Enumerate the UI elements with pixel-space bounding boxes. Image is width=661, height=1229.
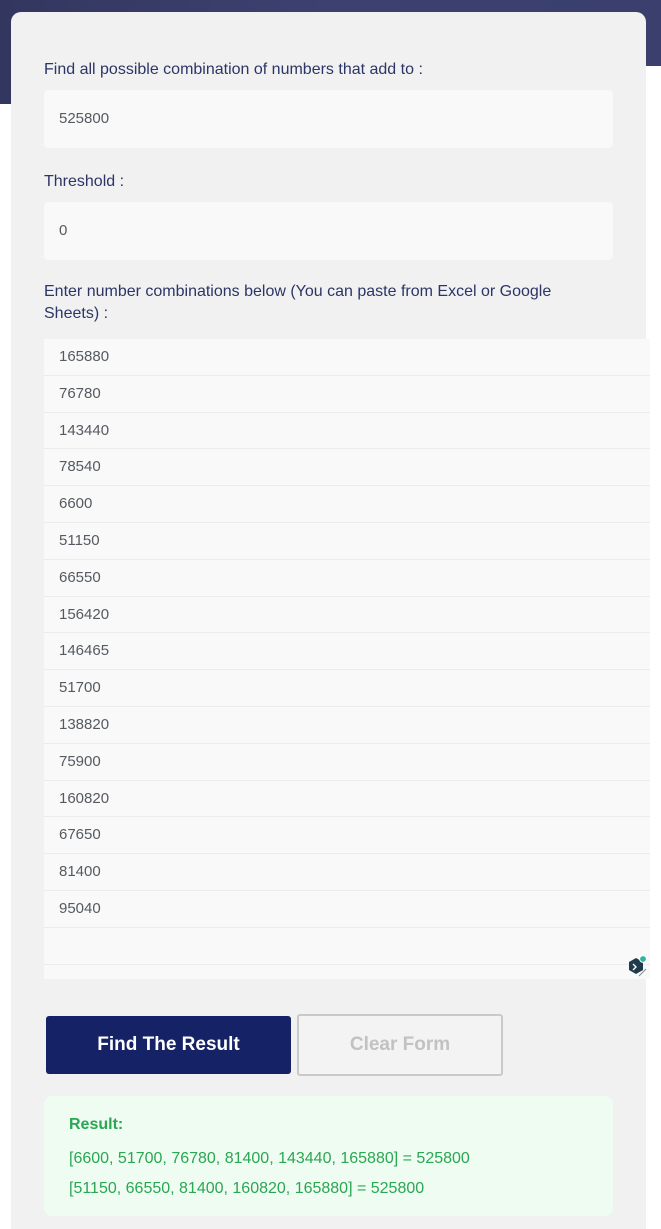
- result-panel: [44, 1096, 613, 1216]
- number-row: 143440: [44, 413, 650, 450]
- result-title: Result:: [69, 1116, 124, 1133]
- number-row: 165880: [44, 339, 650, 376]
- number-row: 78540: [44, 449, 650, 486]
- find-result-button[interactable]: Find The Result: [46, 1016, 291, 1074]
- number-row: 138820: [44, 707, 650, 744]
- number-row: 75900: [44, 744, 650, 781]
- numbers-label: Enter number combinations below (You can paste from Excel or Google Sheets) :: [44, 283, 552, 322]
- result-line: [6600, 51700, 76780, 81400, 143440, 165880] = 525800: [69, 1150, 470, 1167]
- number-row: 76780: [44, 376, 650, 413]
- threshold-label: Threshold :: [44, 173, 125, 190]
- number-row: 51700: [44, 670, 650, 707]
- threshold-input[interactable]: 0: [44, 202, 613, 260]
- target-label: Find all possible combination of numbers that add to :: [44, 61, 423, 78]
- numbers-textarea[interactable]: [44, 339, 650, 979]
- result-line: [51150, 66550, 81400, 160820, 165880] = 525800: [69, 1180, 425, 1197]
- grammar-assistant-icon[interactable]: [627, 955, 647, 977]
- number-row: 6600: [44, 486, 650, 523]
- number-row: 51150: [44, 523, 650, 560]
- number-row: 95040: [44, 891, 650, 928]
- target-sum-input[interactable]: 525800: [44, 90, 613, 148]
- number-row: 146465: [44, 633, 650, 670]
- number-row: 67650: [44, 817, 650, 854]
- number-row: [44, 928, 650, 965]
- number-row: 160820: [44, 781, 650, 818]
- clear-form-button[interactable]: Clear Form: [297, 1014, 503, 1076]
- number-row: 81400: [44, 854, 650, 891]
- number-row: 156420: [44, 597, 650, 634]
- number-row: 66550: [44, 560, 650, 597]
